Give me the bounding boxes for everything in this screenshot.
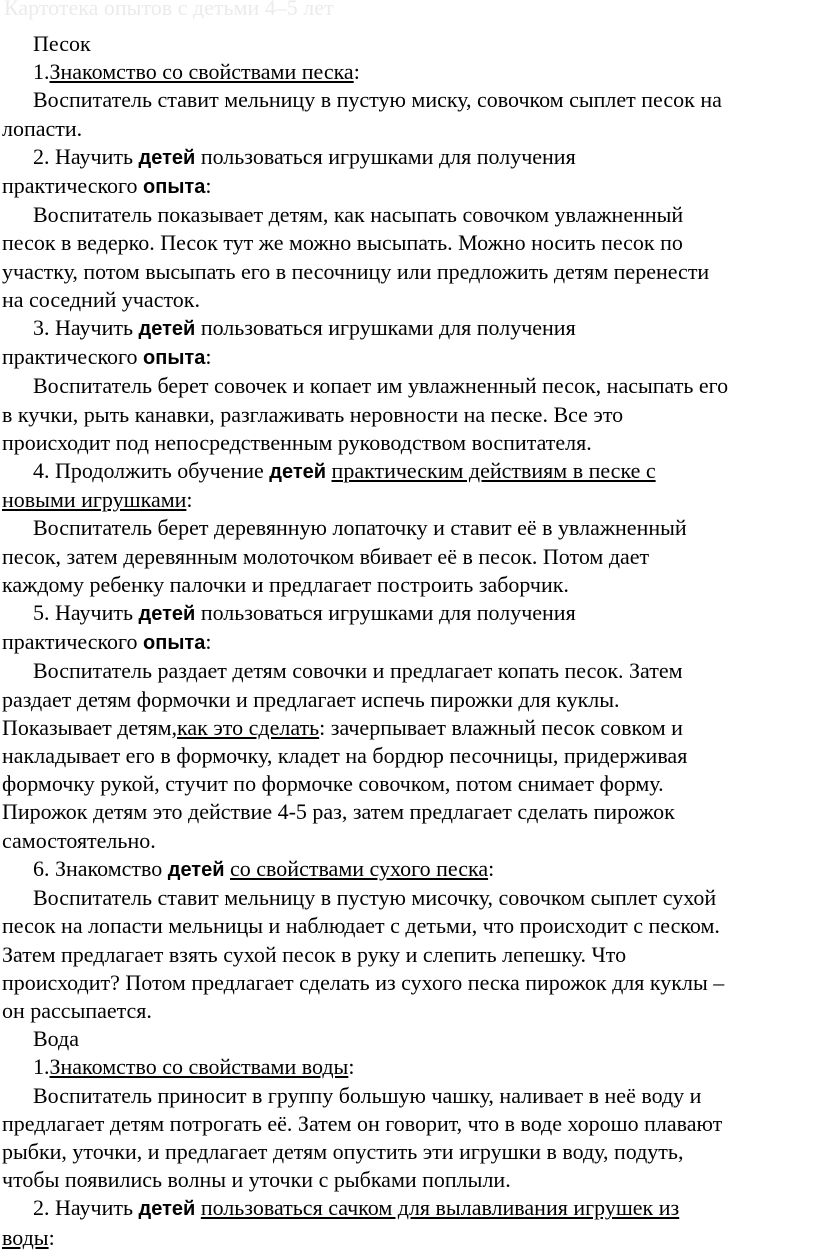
section-heading-water: Вода <box>33 1026 79 1052</box>
paragraph-line: каждому ребенку палочки и предлагает построить заборчик. <box>2 571 569 597</box>
paragraph-line: рыбки, уточки, и предлагает детям опустить эти игрушки в воду, подуть, <box>2 1138 684 1164</box>
underlined-phrase: как это сделать <box>177 714 320 740</box>
underlined-title: со свойствами сухого песка <box>230 855 489 881</box>
sand-item1-heading: 1.Знакомство со свойствами песка: <box>33 59 360 85</box>
bold-keyword: детей <box>138 603 196 626</box>
paragraph-line: предлагает детям потрогать её. Затем он говорит, что в воде хорошо плавают <box>2 1110 723 1136</box>
water-item1-heading: 1.Знакомство со свойствами воды: <box>33 1054 355 1080</box>
paragraph-line: песок в ведерко. Песок тут же можно высыпать. Можно носить песок по <box>2 230 683 256</box>
sand-item2-heading: 2. Научить детей пользоваться игрушками для получения <box>33 143 576 169</box>
paragraph-line: раздает детям формочки и предлагает испечь пирожки для куклы. <box>2 686 620 712</box>
paragraph-line: песок, затем деревянным молоточком вбивает её в песок. Потом дает <box>2 543 650 569</box>
sand-item3-heading-cont: практического опыта: <box>2 344 212 370</box>
sand-item4-heading: 4. Продолжить обучение детей практическим действиям в песке с <box>33 458 656 484</box>
underlined-title: новыми игрушками <box>2 487 187 513</box>
paragraph-line: лопасти. <box>2 115 83 141</box>
paragraph-line: чтобы появились волны и уточки с рыбками поплыли. <box>2 1167 511 1193</box>
paragraph-line: Воспитатель приносит в группу большую чашку, наливает в неё воду и <box>33 1082 702 1108</box>
section-heading-sand: Песок <box>33 31 91 56</box>
sand-item3-heading: 3. Научить детей пользоваться игрушками для получения <box>33 315 576 341</box>
bold-keyword: детей <box>138 1198 196 1221</box>
paragraph-line: Затем предлагает взять сухой песок в руку и слепить лепешку. Что <box>2 941 627 967</box>
paragraph-line: происходит под непосредственным руководством воспитателя. <box>2 429 592 455</box>
document-body <box>2 30 814 1252</box>
paragraph-line: Воспитатель ставит мельницу в пустую мисочку, совочком сыплет сухой <box>33 885 717 911</box>
paragraph-line: на соседний участок. <box>2 286 200 312</box>
underlined-title: Знакомство со свойствами воды <box>49 1054 349 1080</box>
paragraph-line: происходит? Потом предлагает сделать из сухого песка пирожок для куклы – <box>2 969 725 995</box>
sand-item6-heading: 6. Знакомство детей со свойствами сухого песка: <box>33 855 495 881</box>
water-item2-heading: 2. Научить детей пользоваться сачком для вылавливания игрушек из <box>33 1195 680 1221</box>
paragraph-line: Воспитатель показывает детям, как насыпать совочком увлажненный <box>33 202 684 228</box>
sand-item4-heading-cont: новыми игрушками: <box>2 487 193 513</box>
paragraph-line: участку, потом высыпать его в песочницу или предложить детям перенести <box>2 258 710 284</box>
sand-item2-heading-cont: практического опыта: <box>2 173 212 199</box>
paragraph-line: самостоятельно. <box>2 827 156 853</box>
underlined-title: практическим действиям в песке с <box>331 458 656 484</box>
bold-keyword: детей <box>138 318 196 341</box>
bold-keyword: детей <box>138 146 196 169</box>
paragraph-line: накладывает его в формочку, кладет на бордюр песочницы, придерживая <box>2 743 688 769</box>
paragraph-line: в кучки, рыть канавки, разглаживать неровности на песке. Все это <box>2 401 624 427</box>
faded-header: Картотека опытов с детьми 4–5 лет <box>4 0 334 20</box>
paragraph-line-mixed: Показывает детям,как это сделать: зачерпывает влажный песок совком и <box>2 714 683 740</box>
bold-keyword: опыта <box>143 347 206 370</box>
underlined-title: воды <box>2 1224 49 1250</box>
paragraph-line: песок на лопасти мельницы и наблюдает с детьми, что происходит с песком. <box>2 913 720 939</box>
paragraph-line: Пирожок детям это действие 4-5 раз, затем предлагает сделать пирожок <box>2 799 675 825</box>
underlined-title: пользоваться сачком для вылавливания игрушек из <box>200 1195 680 1221</box>
paragraph-line: Воспитатель берет деревянную лопаточку и ставит её в увлажненный <box>33 515 687 541</box>
water-item2-heading-cont: воды: <box>2 1224 55 1250</box>
bold-keyword: опыта <box>143 176 206 199</box>
bold-keyword: детей <box>167 858 225 881</box>
paragraph-line: формочку рукой, стучит по формочке совочком, потом снимает форму. <box>2 771 664 797</box>
paragraph-line: Воспитатель берет совочек и копает им увлажненный песок, насыпать его <box>33 373 729 399</box>
sand-item5-heading: 5. Научить детей пользоваться игрушками для получения <box>33 600 576 626</box>
paragraph-line: Воспитатель ставит мельницу в пустую миску, совочком сыплет песок на <box>33 87 722 113</box>
bold-keyword: опыта <box>143 632 206 655</box>
paragraph-line: он рассыпается. <box>2 997 152 1023</box>
bold-keyword: детей <box>269 461 327 484</box>
sand-item5-heading-cont: практического опыта: <box>2 629 212 655</box>
paragraph-line: Воспитатель раздает детям совочки и предлагает копать песок. Затем <box>33 658 683 684</box>
underlined-title: Знакомство со свойствами песка <box>49 59 354 85</box>
